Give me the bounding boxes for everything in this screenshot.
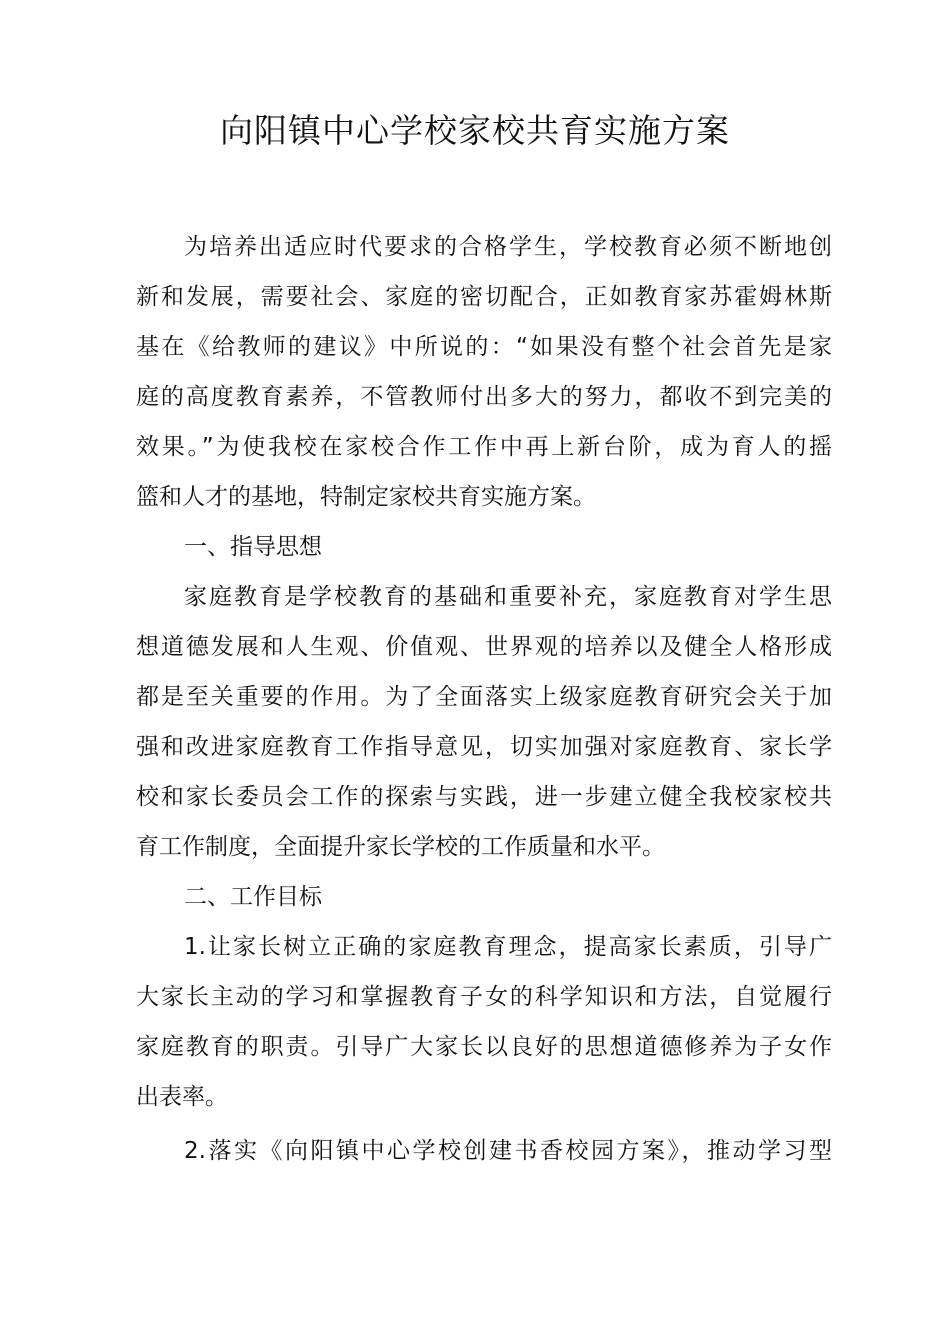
paragraph-line: 出表率。 xyxy=(136,1084,228,1110)
paragraph-line: 1.让家长树立正确的家庭教育理念，提高家长素质，引导广 xyxy=(184,934,832,960)
document-body xyxy=(136,222,832,1176)
paragraph-line: 校和家长委员会工作的探索与实践，进一步建立健全我校家校共 xyxy=(136,784,832,810)
paragraph-line: 强和改进家庭教育工作指导意见，切实加强对家庭教育、家长学 xyxy=(136,734,832,760)
section-heading-work-goals: 二、工作目标 xyxy=(184,884,322,910)
paragraph-line: 篮和人才的基地，特制定家校共育实施方案。 xyxy=(136,484,596,510)
paragraph-line: 为培养出适应时代要求的合格学生，学校教育必须不断地创 xyxy=(184,234,832,260)
paragraph-line: 效果。”为使我校在家校合作工作中再上新台阶，成为育人的摇 xyxy=(136,434,832,460)
work-goal-item-2 xyxy=(136,1126,832,1176)
paragraph-line: 基在《给教师的建议》中所说的：“如果没有整个社会首先是家 xyxy=(136,334,832,360)
paragraph-line: 家庭教育的职责。引导广大家长以良好的思想道德修养为子女作 xyxy=(136,1034,832,1060)
paragraph-line: 新和发展，需要社会、家庭的密切配合，正如教育家苏霍姆林斯 xyxy=(136,284,832,310)
document-title: 向阳镇中心学校家校共育实施方案 xyxy=(220,111,730,150)
guiding-ideology-paragraph xyxy=(136,572,832,872)
paragraph-line: 育工作制度，全面提升家长学校的工作质量和水平。 xyxy=(136,834,665,860)
intro-paragraph xyxy=(136,222,832,522)
paragraph-line: 想道德发展和人生观、价值观、世界观的培养以及健全人格形成 xyxy=(136,634,832,660)
paragraph-line: 2.落实《向阳镇中心学校创建书香校园方案》，推动学习型 xyxy=(184,1138,832,1164)
paragraph-line: 家庭教育是学校教育的基础和重要补充，家庭教育对学生思 xyxy=(184,584,832,610)
section-heading-guiding-ideology: 一、指导思想 xyxy=(184,534,322,560)
paragraph-line: 大家长主动的学习和掌握教育子女的科学知识和方法，自觉履行 xyxy=(136,984,832,1010)
work-goal-item-1 xyxy=(136,922,832,1122)
paragraph-line: 都是至关重要的作用。为了全面落实上级家庭教育研究会关于加 xyxy=(136,684,832,710)
paragraph-line: 庭的高度教育素养，不管教师付出多大的努力，都收不到完美的 xyxy=(136,384,832,410)
